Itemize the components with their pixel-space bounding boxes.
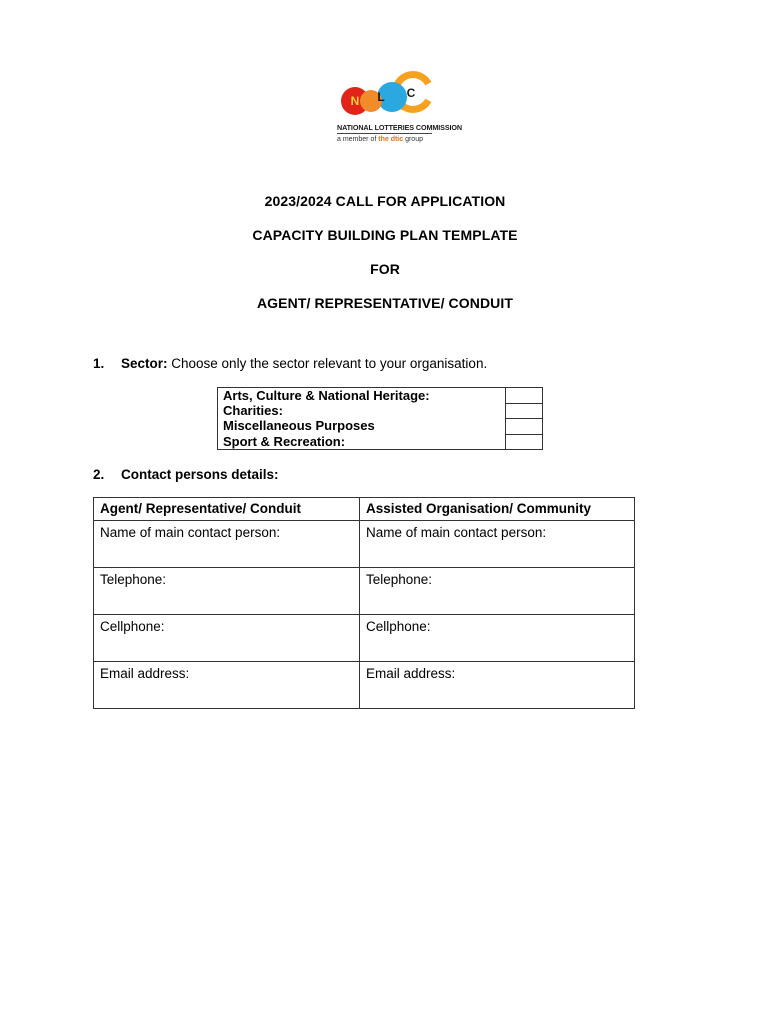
nlc-logo <box>335 70 463 150</box>
contact-row-email <box>94 662 635 709</box>
section-1-text <box>121 356 487 371</box>
agent-cellphone-field[interactable]: Cellphone: <box>94 615 360 662</box>
section-1-number: 1. <box>93 356 105 371</box>
heading-for: FOR <box>370 261 400 277</box>
organisation-telephone-field[interactable]: Telephone: <box>360 568 635 615</box>
logo-letter-n: N <box>350 94 360 108</box>
sector-row <box>218 388 543 404</box>
logo-tagline-prefix: a member of <box>337 136 379 143</box>
contact-table <box>93 497 635 709</box>
logo-organisation-name: NATIONAL LOTTERIES COMMISSION <box>337 123 463 132</box>
heading-template-title: CAPACITY BUILDING PLAN TEMPLATE <box>252 227 518 243</box>
logo-divider <box>337 133 432 134</box>
column-header-organisation: Assisted Organisation/ Community <box>360 498 635 521</box>
sector-label: Charities: <box>218 403 506 419</box>
logo-tagline <box>337 136 423 143</box>
sector-table <box>217 387 543 450</box>
sector-row <box>218 434 543 450</box>
sector-row <box>218 419 543 435</box>
section-2-number: 2. <box>93 467 105 482</box>
agent-contact-name-field[interactable]: Name of main contact person: <box>94 521 360 568</box>
section-1-label: Sector: <box>121 356 168 371</box>
agent-telephone-field[interactable]: Telephone: <box>94 568 360 615</box>
column-header-agent: Agent/ Representative/ Conduit <box>94 498 360 521</box>
logo-tagline-brand: the dtic <box>378 136 404 143</box>
sector-row <box>218 403 543 419</box>
organisation-cellphone-field[interactable]: Cellphone: <box>360 615 635 662</box>
section-1-instruction: Choose only the sector relevant to your organisation. <box>167 356 488 371</box>
contact-row-name <box>94 521 635 568</box>
logo-tagline-suffix: group <box>403 136 423 143</box>
sector-checkbox[interactable] <box>506 403 543 419</box>
sector-checkbox[interactable] <box>506 419 543 435</box>
sector-label: Arts, Culture & National Heritage: <box>218 388 506 404</box>
sector-checkbox[interactable] <box>506 388 543 404</box>
section-2-label: Contact persons details: <box>121 467 279 482</box>
sector-checkbox[interactable] <box>506 434 543 450</box>
nlc-logo-mark <box>335 70 445 125</box>
organisation-email-field[interactable]: Email address: <box>360 662 635 709</box>
heading-agent: AGENT/ REPRESENTATIVE/ CONDUIT <box>256 295 514 311</box>
agent-email-field[interactable]: Email address: <box>94 662 360 709</box>
contact-row-telephone <box>94 568 635 615</box>
contact-table-header <box>94 498 635 521</box>
logo-letter-c: C <box>406 86 416 100</box>
contact-row-cellphone <box>94 615 635 662</box>
heading-call-for-application: 2023/2024 CALL FOR APPLICATION <box>264 193 506 209</box>
organisation-contact-name-field[interactable]: Name of main contact person: <box>360 521 635 568</box>
sector-label: Sport & Recreation: <box>218 434 506 450</box>
sector-label: Miscellaneous Purposes <box>218 419 506 435</box>
logo-letter-l: L <box>377 90 385 104</box>
